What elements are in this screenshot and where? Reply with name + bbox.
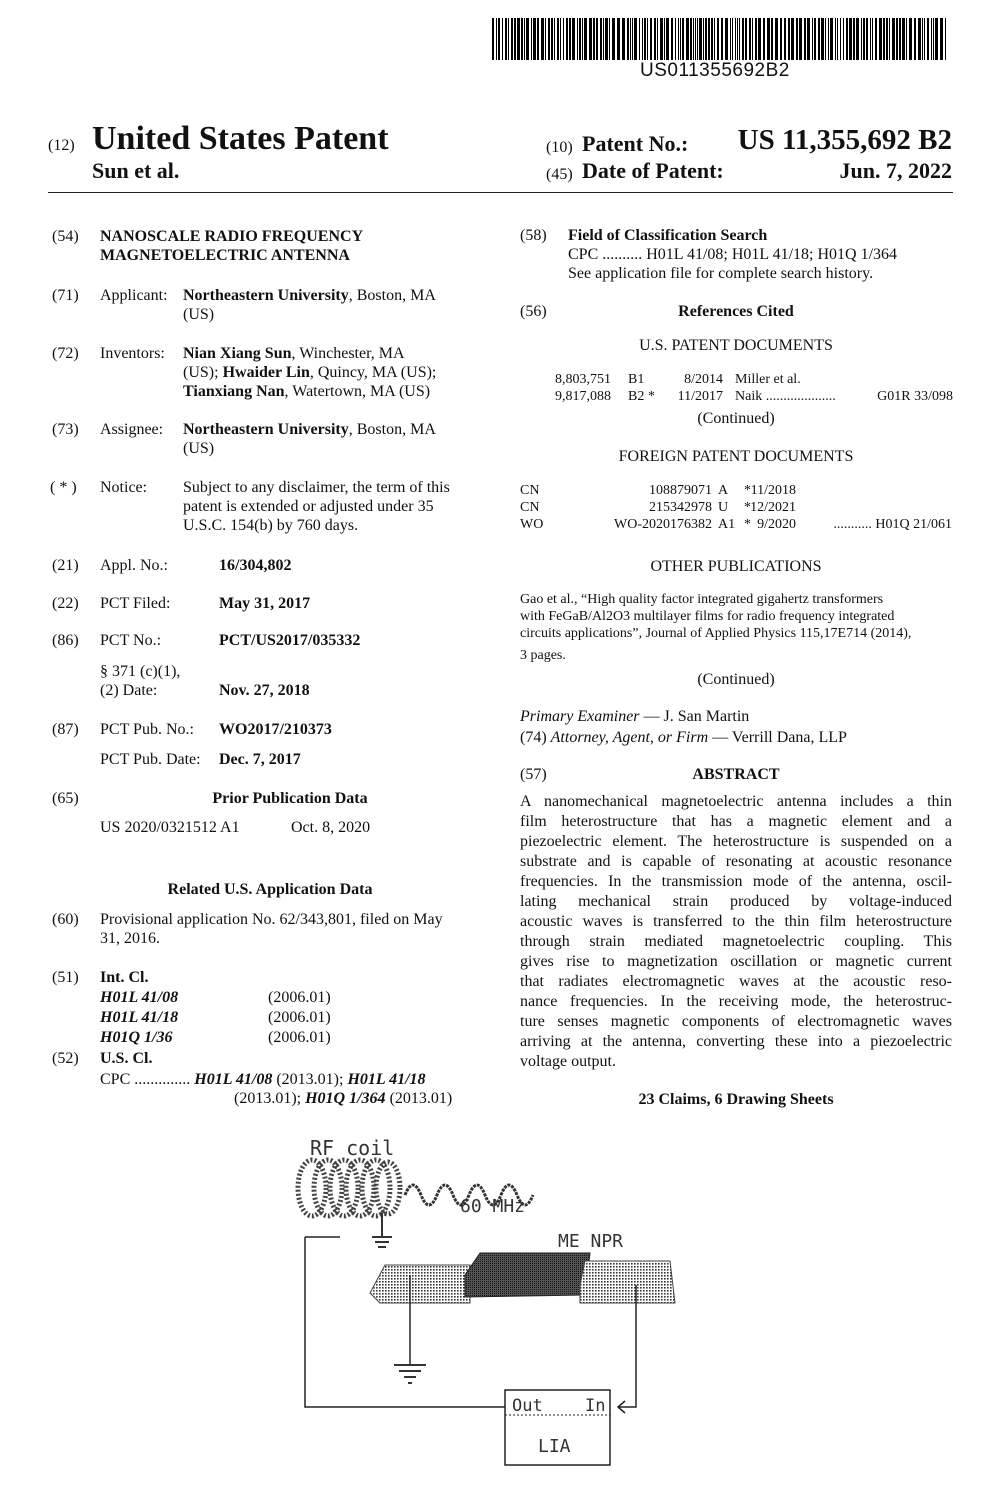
continued-us: (Continued) bbox=[697, 410, 775, 427]
abstract-line: through strain mediated magnetoelectric coupling. This bbox=[520, 933, 952, 950]
abstract-line: acoustic waves is transferred to the thin film heterostructure bbox=[520, 913, 952, 930]
prior-pub-date: Oct. 8, 2020 bbox=[291, 819, 371, 836]
coil-ground-icon bbox=[372, 1213, 392, 1247]
abstract-line: frequencies. In the transmission mode of the antenna, oscil- bbox=[520, 873, 952, 890]
foreign-doc-number: 108879071 bbox=[649, 483, 712, 498]
continued-other: (Continued) bbox=[697, 671, 775, 688]
abstract-line: piezoelectric element. The heterostructure is suspended on a bbox=[520, 833, 952, 850]
us-doc-who: Miller et al. bbox=[735, 372, 801, 387]
assignee-country: (US) bbox=[183, 440, 215, 457]
provisional-line-1: Provisional application No. 62/343,801, filed on May bbox=[100, 911, 443, 928]
code-10: (10) bbox=[546, 139, 573, 156]
inventor-1: Nian Xiang Sun bbox=[183, 345, 292, 362]
claims-summary: 23 Claims, 6 Drawing Sheets bbox=[638, 1091, 834, 1108]
us-doc-class: G01R 33/098 bbox=[877, 389, 953, 404]
int-cl-2: H01L 41/18 bbox=[100, 1009, 179, 1026]
us-doc-who: Naik .................... bbox=[735, 389, 836, 404]
rf-coil-icon bbox=[298, 1160, 400, 1216]
us-doc-star: * bbox=[648, 389, 655, 404]
foreign-doc-2 bbox=[520, 499, 952, 516]
search-field-cpc: CPC .......... H01L 41/08; H01L 41/18; H01Q 1/364 bbox=[568, 246, 898, 263]
barcode bbox=[492, 18, 952, 60]
us-doc-date: 8/2014 bbox=[684, 372, 723, 387]
abstract-body bbox=[520, 792, 952, 1072]
me-npr-device bbox=[370, 1253, 675, 1303]
abstract-line: substrate and is capable of resonating at acoustic resonance bbox=[520, 853, 952, 870]
appl-no-label: Appl. No.: bbox=[100, 557, 168, 574]
abstract-line: voltage output. bbox=[520, 1053, 616, 1070]
foreign-doc-number: WO-2020176382 bbox=[614, 517, 712, 532]
foreign-doc-star: * bbox=[744, 483, 751, 498]
applicant-country: (US) bbox=[183, 306, 215, 323]
patent-date: Jun. 7, 2022 bbox=[839, 158, 952, 183]
document-type: United States Patent bbox=[92, 120, 389, 157]
foreign-doc-date: 11/2018 bbox=[750, 483, 796, 498]
abstract-line: ture senses magnetic components of electromagnetic waves bbox=[520, 1013, 952, 1030]
us-cl-line-2 bbox=[234, 1089, 452, 1108]
applicant-location: , Boston, MA bbox=[348, 287, 436, 304]
date-371-value: Nov. 27, 2018 bbox=[219, 682, 310, 699]
assignee-value bbox=[183, 420, 436, 439]
code-52: (52) bbox=[52, 1050, 79, 1067]
code-57: (57) bbox=[520, 766, 547, 783]
foreign-doc-country: CN bbox=[520, 483, 540, 498]
us-doc-kind: B2 bbox=[628, 389, 645, 404]
pct-filed-value: May 31, 2017 bbox=[219, 595, 311, 612]
us-doc-number: 9,817,088 bbox=[555, 389, 611, 404]
abstract-line: film heterostructure that has a magnetic element and a bbox=[520, 813, 952, 830]
code-56: (56) bbox=[520, 303, 547, 320]
applicant-name: Northeastern University bbox=[183, 287, 349, 304]
us-cl-cpc: CPC .............. bbox=[100, 1071, 191, 1088]
inventor-short: Sun et al. bbox=[92, 158, 180, 183]
pct-pub-no-label: PCT Pub. No.: bbox=[100, 721, 194, 738]
inventor-line-3 bbox=[183, 382, 430, 401]
int-cl-label: Int. Cl. bbox=[100, 969, 149, 986]
code-86: (86) bbox=[52, 632, 79, 649]
code-74: (74) bbox=[520, 729, 547, 746]
code-87: (87) bbox=[52, 721, 79, 738]
foreign-doc-date: 9/2020 bbox=[757, 517, 796, 532]
abstract-line: lating mechanical strain produced by voltage-induced bbox=[520, 893, 952, 910]
assignee-label: Assignee: bbox=[100, 421, 164, 438]
notice-label: Notice: bbox=[100, 479, 148, 496]
notice-code: ( * ) bbox=[50, 479, 77, 496]
title-line-1: NANOSCALE RADIO FREQUENCY bbox=[100, 228, 364, 245]
foreign-doc-star: * bbox=[744, 500, 751, 515]
patent-number: US 11,355,692 B2 bbox=[737, 124, 952, 156]
notice-line-1: Subject to any disclaimer, the term of this bbox=[183, 479, 450, 496]
date-label: Date of Patent: bbox=[582, 158, 724, 183]
device-ground-icon bbox=[394, 1365, 426, 1383]
prior-pub-heading: Prior Publication Data bbox=[212, 790, 368, 807]
us-doc-number: 8,803,751 bbox=[555, 372, 611, 387]
applicant-value bbox=[183, 286, 436, 305]
appl-no-value: 16/304,802 bbox=[219, 557, 292, 574]
us-cl-line-1 bbox=[100, 1070, 426, 1089]
us-doc-kind: B1 bbox=[628, 372, 645, 387]
code-58: (58) bbox=[520, 227, 547, 244]
section-371: § 371 (c)(1), bbox=[100, 663, 181, 680]
other-pub-line-3: circuits applications”, Journal of Applied Physics 115,17E714 (2014), bbox=[520, 626, 912, 641]
foreign-doc-star: * bbox=[744, 517, 751, 532]
us-doc-date: 11/2017 bbox=[677, 389, 723, 404]
inventor-2: Hwaider Lin bbox=[222, 364, 310, 381]
us-cl-3: H01Q 1/364 bbox=[305, 1090, 386, 1107]
pct-pub-date-label: PCT Pub. Date: bbox=[100, 751, 201, 768]
code-21: (21) bbox=[52, 557, 79, 574]
examiner-line bbox=[520, 707, 749, 726]
inventor-3-location: , Watertown, MA (US) bbox=[284, 383, 431, 400]
examiner-label: Primary Examiner bbox=[520, 708, 640, 725]
foreign-docs-heading: FOREIGN PATENT DOCUMENTS bbox=[618, 448, 854, 465]
us-cl-2-version: (2013.01); bbox=[234, 1090, 306, 1107]
patent-no-label: Patent No.: bbox=[582, 131, 689, 156]
barcode-number: US011355692B2 bbox=[640, 60, 790, 81]
abstract-line: arriving at the antenna, converting these into a piezoelectric bbox=[520, 1033, 952, 1050]
abstract-line: A nanomechanical magnetoelectric antenna includes a thin bbox=[520, 793, 952, 810]
code-73: (73) bbox=[52, 421, 79, 438]
int-cl-1: H01L 41/08 bbox=[100, 989, 179, 1006]
inventor-2-location: , Quincy, MA (US); bbox=[309, 364, 437, 381]
search-field-note: See application file for complete search history. bbox=[568, 265, 874, 282]
me-npr-label: ME NPR bbox=[558, 1231, 624, 1252]
us-cl-3-version: (2013.01) bbox=[385, 1090, 453, 1107]
inventor-1-country: (US); bbox=[183, 364, 223, 381]
attorney-name: — Verrill Dana, LLP bbox=[708, 729, 847, 746]
pct-pub-date-value: Dec. 7, 2017 bbox=[219, 751, 301, 768]
abstract-line: nance frequencies. In the receiving mode, the heterostruc- bbox=[520, 993, 952, 1010]
code-12: (12) bbox=[48, 137, 75, 154]
foreign-doc-kind: A bbox=[718, 483, 729, 498]
assignee-name: Northeastern University bbox=[183, 421, 349, 438]
related-heading: Related U.S. Application Data bbox=[167, 881, 373, 898]
assignee-location: , Boston, MA bbox=[348, 421, 436, 438]
foreign-doc-1 bbox=[520, 482, 952, 499]
code-45: (45) bbox=[546, 166, 573, 183]
pct-no-label: PCT No.: bbox=[100, 632, 162, 649]
attorney-label: Attorney, Agent, or Firm bbox=[550, 729, 709, 746]
examiner-name: — J. San Martin bbox=[639, 708, 750, 725]
other-pub-line-1: Gao et al., “High quality factor integrated gigahertz transformers bbox=[520, 592, 884, 607]
prior-pub-number: US 2020/0321512 A1 bbox=[100, 819, 240, 836]
abstract-heading: ABSTRACT bbox=[692, 766, 780, 783]
in-label: In bbox=[585, 1396, 606, 1416]
pct-no-value: PCT/US2017/035332 bbox=[219, 632, 361, 649]
attorney-line bbox=[520, 728, 847, 747]
us-cl-label: U.S. Cl. bbox=[100, 1050, 153, 1067]
inventors-label: Inventors: bbox=[100, 345, 165, 362]
code-51: (51) bbox=[52, 969, 79, 986]
us-cl-1: H01L 41/08 bbox=[194, 1071, 273, 1088]
foreign-doc-3 bbox=[520, 516, 952, 533]
inventor-1-location: , Winchester, MA bbox=[291, 345, 405, 362]
other-pubs-heading: OTHER PUBLICATIONS bbox=[650, 558, 822, 575]
lia-label: LIA bbox=[538, 1436, 571, 1457]
representative-figure bbox=[280, 1125, 680, 1485]
notice-line-3: U.S.C. 154(b) by 760 days. bbox=[183, 517, 359, 534]
code-71: (71) bbox=[52, 287, 79, 304]
int-cl-3: H01Q 1/36 bbox=[100, 1029, 173, 1046]
out-label: Out bbox=[512, 1396, 543, 1416]
us-docs-heading: U.S. PATENT DOCUMENTS bbox=[639, 337, 833, 354]
abstract-line: that radiates electromagnetic waves at the acoustic reso- bbox=[520, 973, 952, 990]
int-cl-2-version: (2006.01) bbox=[268, 1009, 331, 1026]
header-rule bbox=[48, 192, 953, 193]
provisional-line-2: 31, 2016. bbox=[100, 930, 160, 947]
applicant-label: Applicant: bbox=[100, 287, 168, 304]
inventor-3: Tianxiang Nan bbox=[183, 383, 285, 400]
us-cl-2: H01L 41/18 bbox=[347, 1071, 426, 1088]
code-65: (65) bbox=[52, 790, 79, 807]
code-60: (60) bbox=[52, 911, 79, 928]
foreign-doc-class: ........... H01Q 21/061 bbox=[833, 517, 952, 532]
us-cl-1-version: (2013.01); bbox=[272, 1071, 348, 1088]
date-371-label: (2) Date: bbox=[100, 682, 158, 699]
foreign-doc-kind: U bbox=[718, 500, 729, 515]
foreign-doc-number: 215342978 bbox=[649, 500, 712, 515]
foreign-doc-date: 12/2021 bbox=[750, 500, 796, 515]
int-cl-1-version: (2006.01) bbox=[268, 989, 331, 1006]
pct-pub-no-value: WO2017/210373 bbox=[219, 721, 332, 738]
search-field-heading: Field of Classification Search bbox=[568, 227, 768, 244]
foreign-doc-kind: A1 bbox=[718, 517, 736, 532]
code-22: (22) bbox=[52, 595, 79, 612]
title-line-2: MAGNETOELECTRIC ANTENNA bbox=[100, 247, 350, 264]
abstract-line: gives rise to magnetization oscillation or magnetic current bbox=[520, 953, 952, 970]
int-cl-3-version: (2006.01) bbox=[268, 1029, 331, 1046]
foreign-doc-country: WO bbox=[520, 517, 544, 532]
frequency-label: 60 MHz bbox=[460, 1196, 526, 1217]
rf-coil-label: RF coil bbox=[310, 1136, 395, 1160]
notice-line-2: patent is extended or adjusted under 35 bbox=[183, 498, 434, 515]
inventor-line-1 bbox=[183, 344, 405, 363]
code-72: (72) bbox=[52, 345, 79, 362]
inventor-line-2 bbox=[183, 363, 436, 382]
pct-filed-label: PCT Filed: bbox=[100, 595, 171, 612]
foreign-doc-country: CN bbox=[520, 500, 540, 515]
code-54: (54) bbox=[52, 228, 79, 245]
other-pub-line-2: with FeGaB/Al2O3 multilayer films for radio frequency integrated bbox=[520, 609, 895, 624]
references-heading: References Cited bbox=[678, 303, 794, 320]
other-pub-line-4: 3 pages. bbox=[520, 648, 566, 663]
